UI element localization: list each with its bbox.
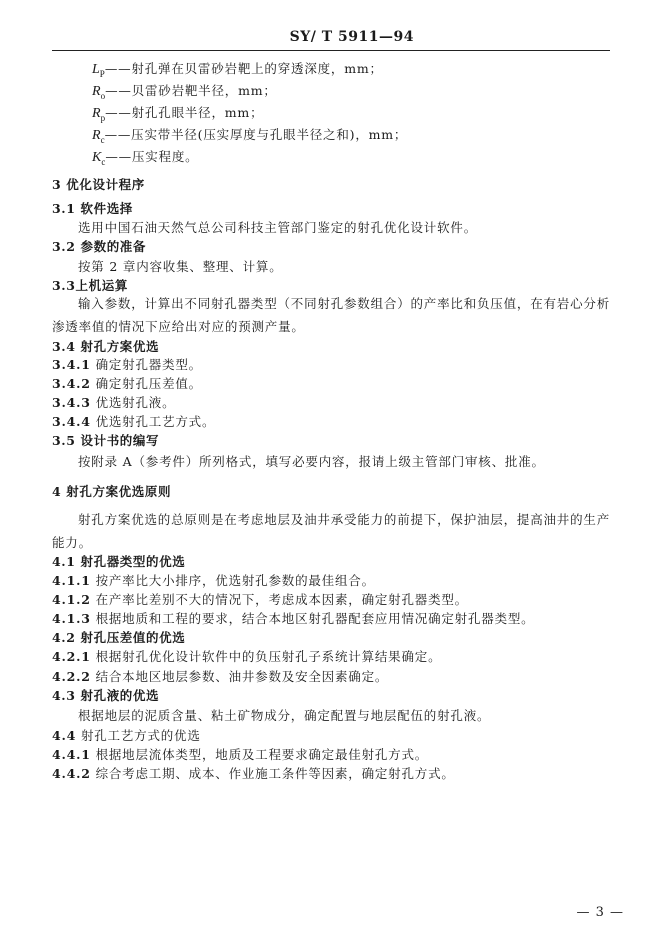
section-4-3-text: 根据地层的泥质含量、粘土矿物成分，确定配置与地层配伍的射孔液。 — [78, 708, 491, 723]
symbol-desc: ——射孔弹在贝雷砂岩靶上的穿透深度，mm； — [104, 61, 383, 76]
section-4-4-1: 4.4.1 根据地层流体类型，地质及工程要求确定最佳射孔方式。 — [52, 747, 429, 762]
symbol-definition-kc — [92, 148, 198, 167]
symbol-desc: ——贝雷砂岩靶半径，mm； — [105, 83, 277, 98]
section-3-4-1: 3.4.1 确定射孔器类型。 — [52, 357, 202, 372]
section-4-4-2: 4.4.2 综合考虑工期、成本、作业施工条件等因素，确定射孔方式。 — [52, 766, 455, 781]
section-4-heading: 4 射孔方案优选原则 — [52, 484, 172, 499]
section-4-4-heading: 4.4 射孔工艺方式的优选 — [52, 728, 201, 743]
section-3-2-text: 按第 2 章内容收集、整理、计算。 — [78, 259, 283, 274]
symbol-definition-rp — [92, 104, 263, 123]
section-4-2-2: 4.2.2 结合本地区地层参数、油井参数及安全因素确定。 — [52, 669, 389, 684]
page-number: — 3 — — [576, 905, 624, 920]
section-3-4-heading: 3.4 射孔方案优选 — [52, 339, 160, 354]
symbol-definition-lp — [92, 60, 383, 79]
section-3-heading: 3 优化设计程序 — [52, 177, 145, 192]
section-4-1-2: 4.1.2 在产率比差别不大的情况下，考虑成本因素，确定射孔器类型。 — [52, 592, 468, 607]
section-3-2-heading: 3.2 参数的准备 — [52, 239, 147, 254]
section-4-2-heading: 4.2 射孔压差值的优选 — [52, 630, 186, 645]
section-4-3-heading: 4.3 射孔液的优选 — [52, 688, 160, 703]
section-3-4-3: 3.4.3 优选射孔液。 — [52, 395, 176, 410]
symbol-definition-rc — [92, 126, 407, 145]
section-4-1-3: 4.1.3 根据地质和工程的要求，结合本地区射孔器配套应用情况确定射孔器类型。 — [52, 611, 535, 626]
symbol-definition-ro — [92, 82, 277, 101]
section-3-3-heading: 3.3上机运算 — [52, 278, 128, 293]
symbol-desc: ——压实程度。 — [105, 149, 199, 164]
section-4-1-1: 4.1.1 按产率比大小排序，优选射孔参数的最佳组合。 — [52, 573, 375, 588]
section-3-1-heading: 3.1 软件选择 — [52, 201, 133, 216]
section-3-5-heading: 3.5 设计书的编写 — [52, 433, 160, 448]
section-3-4-4: 3.4.4 优选射孔工艺方式。 — [52, 414, 216, 429]
section-3-5-text: 按附录 A（参考件）所列格式，填写必要内容，报请上级主管部门审核、批准。 — [78, 454, 545, 469]
symbol: $K_c$ — [92, 150, 106, 167]
symbol-desc: ——压实带半径(压实厚度与孔眼半径之和)，mm； — [104, 127, 408, 142]
section-4-1-heading: 4.1 射孔器类型的优选 — [52, 554, 186, 569]
section-4-2-1: 4.2.1 根据射孔优化设计软件中的负压射孔子系统计算结果确定。 — [52, 649, 442, 664]
symbol: $R_p$ — [92, 106, 106, 123]
section-3-1-text: 选用中国石油天然气总公司科技主管部门鉴定的射孔优化设计软件。 — [78, 220, 478, 235]
section-3-4-2: 3.4.2 确定射孔压差值。 — [52, 376, 202, 391]
symbol-desc: ——射孔孔眼半径，mm； — [105, 105, 264, 120]
symbol: $L_P$ — [92, 62, 105, 79]
symbol: $R_o$ — [92, 84, 106, 101]
section-3-3-text: 输入参数，计算出不同射孔器类型（不同射孔参数组合）的产率比和负压值，在有岩心分析渗透率值的情况下应给出对应的预测产量。 — [52, 296, 611, 334]
section-4-text: 射孔方案优选的总原则是在考虑地层及油井承受能力的前提下，保护油层，提高油井的生产能力。 — [52, 512, 611, 550]
symbol: $R_c$ — [92, 128, 105, 145]
document-code: SY/ T 5911—94 — [289, 29, 414, 45]
header-rule — [52, 50, 610, 51]
